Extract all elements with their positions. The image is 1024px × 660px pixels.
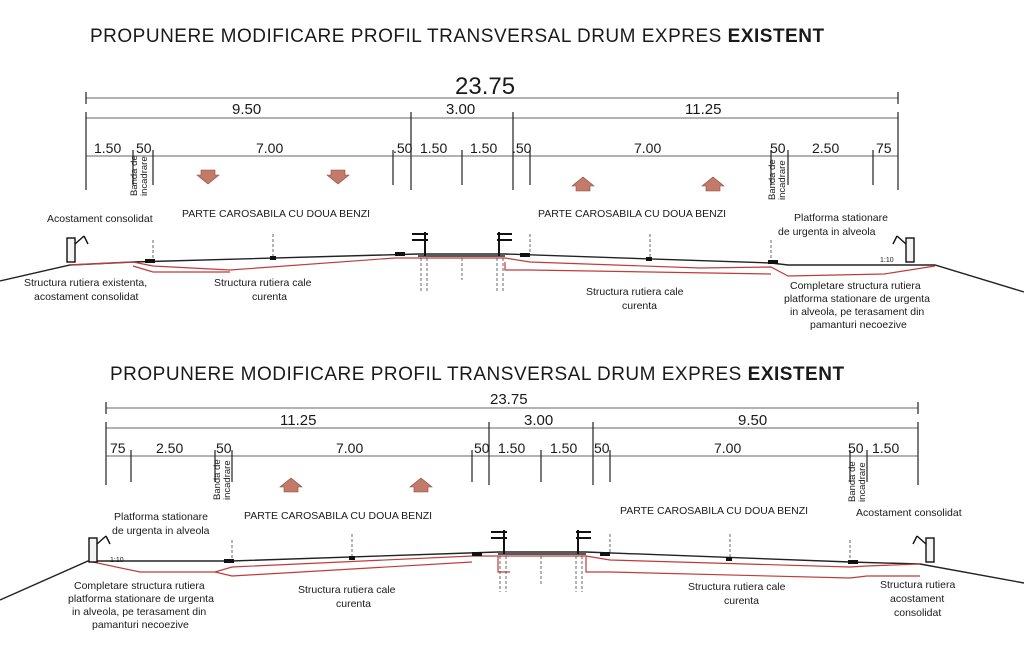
guardrail-icon: [913, 536, 934, 562]
section-bottom: [0, 364, 1024, 631]
bottom-banda-right: Banda deincadrare: [847, 461, 868, 502]
top-total-width: 23.75: [455, 73, 516, 100]
top-traffic-arrows: [197, 170, 724, 191]
dim-label: 1.50: [94, 140, 122, 156]
arrow-up-icon: [702, 177, 724, 191]
dim-label: 2.50: [156, 440, 184, 456]
dim-label: 9.50: [738, 412, 768, 429]
arrow-up-icon: [410, 478, 432, 492]
arrow-up-icon: [572, 177, 594, 191]
arrow-down-icon: [327, 170, 349, 184]
bottom-dims-level2: [110, 440, 899, 456]
dim-label: 3.00: [524, 412, 554, 429]
bottom-traffic-arrows: [280, 478, 432, 492]
dim-label: 1.50: [550, 440, 578, 456]
bottom-title: PROPUNERE MODIFICARE PROFIL TRANSVERSAL DRUM EXPRES EXISTENT: [110, 364, 845, 385]
top-label-struct-curenta-right: Structura rutiera cale curenta: [586, 286, 684, 312]
top-banda-left: Banda deincadrare: [129, 155, 150, 196]
section-top: [0, 26, 1024, 331]
top-label-completare: Completare structura rutiera platforma stationare de urgenta in alveola, pe terasament din pamanturi necoezive: [784, 280, 930, 331]
dim-label: .50: [512, 140, 532, 156]
top-label-struct-acost: Structura rutiera existenta, acostament consolidat: [24, 277, 148, 303]
guardrail-icon: [67, 236, 88, 262]
bottom-label-carosabil-right: PARTE CAROSABILA CU DOUA BENZI: [620, 505, 809, 517]
bottom-label-acostament: Acostament consolidat: [856, 507, 962, 519]
bottom-total-width: 23.75: [490, 391, 528, 408]
dim-label: .50: [393, 140, 413, 156]
dim-label: 1.50: [872, 440, 900, 456]
median-barrier-icon: [412, 232, 512, 256]
dim-label: 2.50: [812, 140, 840, 156]
dim-label: 1.50: [420, 140, 448, 156]
dim-label: 1.50: [470, 140, 498, 156]
bottom-label-struct-curenta-left: Structura rutiera cale curenta: [298, 584, 396, 610]
top-label-struct-curenta-left: Structura rutiera cale curenta: [214, 277, 312, 303]
top-label-platforma: Platforma stationare de urgenta in alveola: [778, 212, 888, 238]
bottom-label-struct-curenta-right: Structura rutiera cale curenta: [688, 581, 786, 607]
dim-label: 7.00: [256, 140, 284, 156]
dim-label: 75: [876, 140, 892, 156]
dim-label: 7.00: [634, 140, 662, 156]
top-title: PROPUNERE MODIFICARE PROFIL TRANSVERSAL DRUM EXPRES EXISTENT: [90, 26, 825, 47]
top-label-carosabil-left: PARTE CAROSABILA CU DOUA BENZI: [182, 208, 371, 220]
bottom-label-struct-acost: Structura rutiera acostament consolidat: [880, 579, 956, 619]
arrow-down-icon: [197, 170, 219, 184]
dim-label: 9.50: [232, 101, 262, 118]
dim-label: 50: [594, 440, 610, 456]
dim-label: 50: [770, 140, 786, 156]
top-label-acostament: Acostament consolidat: [47, 213, 153, 225]
bottom-banda-left: Banda deincadrare: [212, 459, 233, 500]
dim-label: 7.00: [714, 440, 742, 456]
guardrail-icon: [893, 236, 914, 262]
top-label-carosabil-right: PARTE CAROSABILA CU DOUA BENZI: [538, 208, 727, 220]
dim-label: 50: [136, 140, 152, 156]
arrow-up-icon: [280, 478, 302, 492]
top-banda-right: Banda deincadrare: [767, 159, 788, 200]
bottom-slope-label: 1:10: [110, 557, 124, 564]
dim-label: 3.00: [446, 101, 476, 118]
dim-label: 7.00: [336, 440, 364, 456]
dim-label: 1.50: [498, 440, 526, 456]
dim-label: 11.25: [280, 412, 317, 429]
dim-label: 11.25: [685, 101, 722, 118]
bottom-label-completare: Completare structura rutiera platforma stationare de urgenta in alveola, pe terasament din pamanturi necoezive: [68, 580, 214, 631]
bottom-label-carosabil-left: PARTE CAROSABILA CU DOUA BENZI: [244, 510, 433, 522]
median-barrier-icon: [491, 530, 591, 554]
dim-label: 50: [216, 440, 232, 456]
top-dims-level2: [94, 140, 892, 156]
dim-label: 50: [848, 440, 864, 456]
top-dims-level1: [232, 101, 721, 118]
dim-label: 50: [474, 440, 490, 456]
top-slope-label: 1:10: [880, 257, 894, 264]
dim-label: 75: [110, 440, 126, 456]
guardrail-icon: [89, 536, 110, 562]
bottom-dims-level1: [280, 412, 767, 429]
bottom-label-platforma: Platforma stationare de urgenta in alveola: [112, 511, 210, 537]
